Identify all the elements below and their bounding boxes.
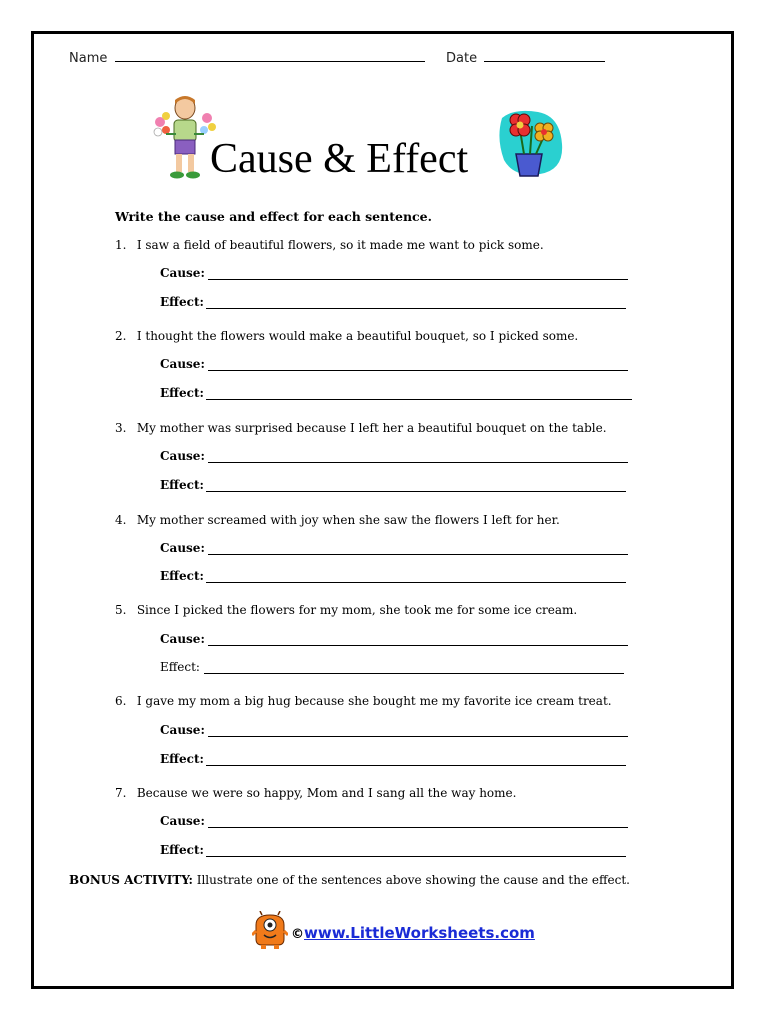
instructions: Write the cause and effect for each sentence. — [115, 209, 432, 224]
date-field — [446, 51, 605, 66]
cause-answer-line[interactable] — [208, 736, 628, 737]
cause-answer-line[interactable] — [208, 827, 628, 828]
effect-answer-line[interactable] — [206, 765, 626, 766]
question-text: I thought the flowers would make a beautiful bouquet, so I picked some. — [136, 329, 579, 343]
effect-row-5 — [160, 660, 200, 674]
effect-answer-line[interactable] — [206, 399, 632, 400]
question-number: 1. — [115, 238, 127, 252]
question-1 — [115, 238, 544, 252]
effect-row-7 — [160, 843, 204, 857]
date-label: Date — [446, 51, 478, 66]
boy-with-flowers-clipart — [152, 94, 218, 180]
flower-vase-clipart — [494, 108, 566, 180]
effect-label: Effect: — [160, 569, 204, 583]
name-field — [69, 51, 425, 66]
effect-label: Effect: — [160, 386, 204, 400]
cause-label: Cause: — [160, 723, 205, 737]
question-number: 3. — [115, 421, 127, 435]
effect-row-1 — [160, 295, 204, 309]
cause-label: Cause: — [160, 541, 205, 555]
cause-answer-line[interactable] — [208, 370, 628, 371]
cause-row-6 — [160, 723, 205, 737]
effect-row-4 — [160, 569, 204, 583]
effect-label: Effect: — [160, 660, 200, 674]
question-4 — [115, 513, 560, 527]
effect-answer-line[interactable] — [206, 582, 626, 583]
question-2 — [115, 329, 578, 343]
question-7 — [115, 786, 516, 800]
cause-row-4 — [160, 541, 205, 555]
question-number: 6. — [115, 694, 127, 708]
website-link[interactable]: www.LittleWorksheets.com — [304, 924, 535, 942]
question-text: My mother was surprised because I left her a beautiful bouquet on the table. — [136, 421, 607, 435]
question-3 — [115, 421, 607, 435]
effect-answer-line[interactable] — [206, 308, 626, 309]
effect-label: Effect: — [160, 752, 204, 766]
effect-answer-line[interactable] — [206, 856, 626, 857]
effect-row-2 — [160, 386, 204, 400]
question-number: 2. — [115, 329, 127, 343]
date-line — [484, 51, 605, 62]
page-title: Cause & Effect — [210, 136, 469, 182]
question-number: 5. — [115, 603, 127, 617]
cause-label: Cause: — [160, 449, 205, 463]
cause-row-2 — [160, 357, 205, 371]
bonus-text: Illustrate one of the sentences above showing the cause and the effect. — [196, 873, 630, 887]
cause-label: Cause: — [160, 266, 205, 280]
question-text: I gave my mom a big hug because she bought me my favorite ice cream treat. — [136, 694, 612, 708]
name-label: Name — [69, 51, 108, 66]
question-5 — [115, 603, 577, 617]
cause-row-7 — [160, 814, 205, 828]
question-text: Because we were so happy, Mom and I sang all the way home. — [136, 786, 517, 800]
cause-answer-line[interactable] — [208, 462, 628, 463]
bonus-label: BONUS ACTIVITY: — [69, 873, 193, 887]
bonus-activity — [69, 873, 630, 887]
cause-row-3 — [160, 449, 205, 463]
name-line — [115, 51, 425, 62]
effect-row-3 — [160, 478, 204, 492]
copyright-symbol: © — [291, 927, 304, 942]
cause-answer-line[interactable] — [208, 554, 628, 555]
question-6 — [115, 694, 612, 708]
effect-label: Effect: — [160, 478, 204, 492]
question-text: I saw a field of beautiful flowers, so it made me want to pick some. — [136, 238, 544, 252]
question-number: 4. — [115, 513, 127, 527]
effect-answer-line[interactable] — [204, 673, 624, 674]
effect-row-6 — [160, 752, 204, 766]
cause-row-1 — [160, 266, 205, 280]
cause-answer-line[interactable] — [208, 279, 628, 280]
cause-row-5 — [160, 632, 205, 646]
worksheet — [31, 31, 734, 989]
monster-mascot-icon — [252, 911, 288, 949]
question-number: 7. — [115, 786, 127, 800]
cause-answer-line[interactable] — [208, 645, 628, 646]
question-text: My mother screamed with joy when she saw the flowers I left for her. — [136, 513, 560, 527]
cause-label: Cause: — [160, 632, 205, 646]
cause-label: Cause: — [160, 357, 205, 371]
effect-answer-line[interactable] — [206, 491, 626, 492]
cause-label: Cause: — [160, 814, 205, 828]
effect-label: Effect: — [160, 843, 204, 857]
effect-label: Effect: — [160, 295, 204, 309]
footer — [252, 907, 552, 951]
question-text: Since I picked the flowers for my mom, she took me for some ice cream. — [136, 603, 578, 617]
